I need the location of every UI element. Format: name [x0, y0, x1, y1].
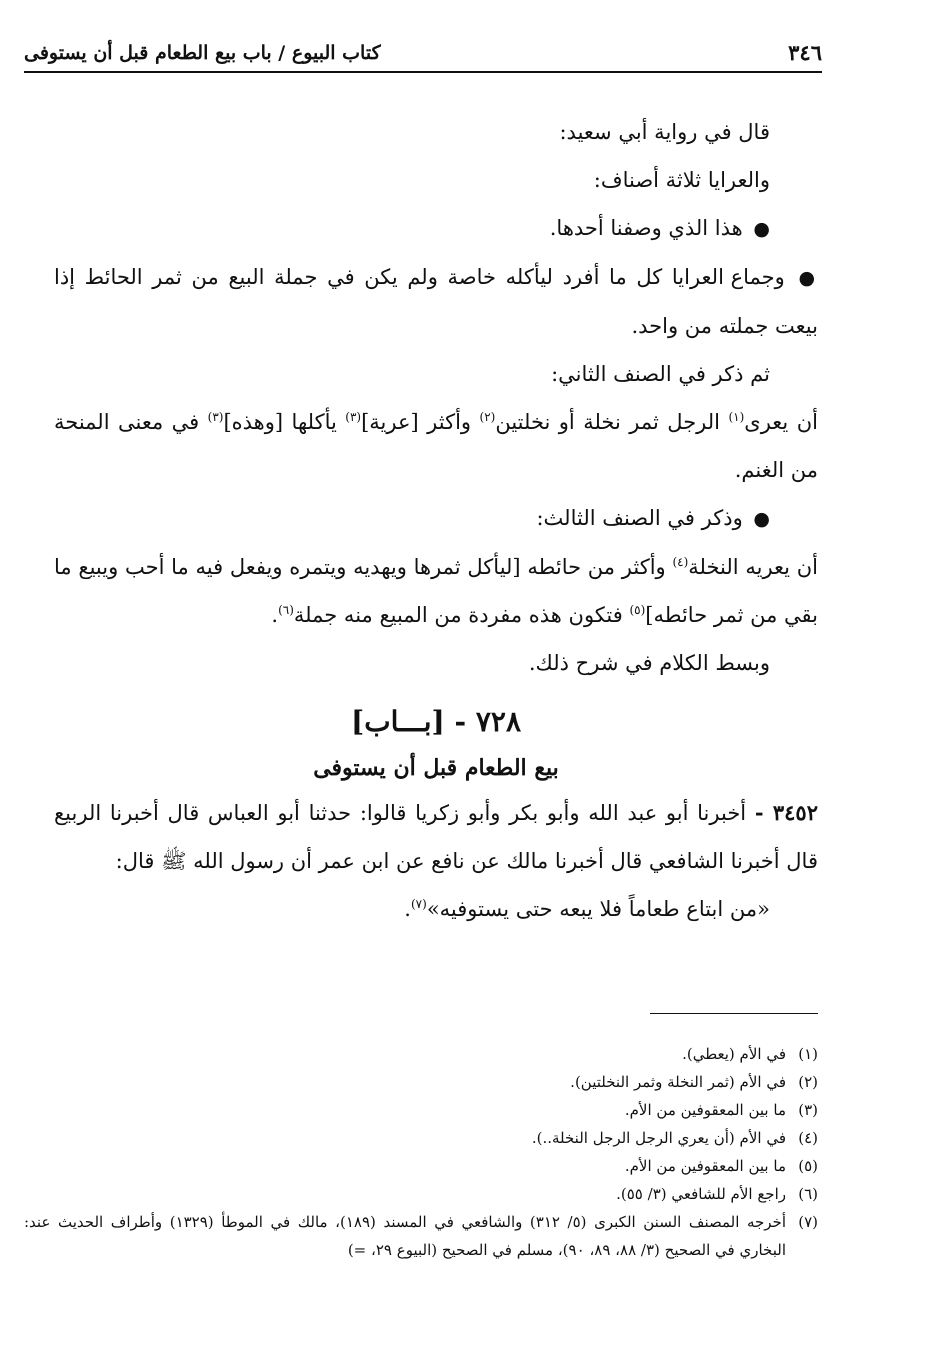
paragraph: قال في رواية أبي سعيد:	[559, 120, 770, 144]
page-header	[24, 38, 822, 73]
paragraph	[54, 543, 818, 639]
text-run: .	[271, 603, 279, 627]
footnote	[24, 1040, 818, 1068]
paragraph	[54, 494, 818, 543]
footnote-number: (٣)	[798, 1101, 818, 1119]
bullet-icon: ●	[753, 508, 770, 530]
bullet-icon: ●	[753, 218, 770, 240]
paragraph: والعرايا ثلاثة أصناف:	[593, 168, 770, 192]
text-run: أن يعرى	[744, 410, 818, 434]
footnote-text: راجع الأم للشافعي (٣/ ٥٥).	[616, 1185, 786, 1203]
text-run: وأكثر [عرية]	[361, 410, 480, 434]
footnote-number: (٧)	[798, 1213, 818, 1231]
running-title: كتاب البيوع / باب بيع الطعام قبل أن يستوفى	[24, 42, 381, 64]
footnote-ref: (٧)	[410, 897, 427, 911]
footnote-ref: (٦)	[278, 603, 294, 617]
footnote-ref: (٥)	[629, 603, 646, 617]
paragraph-text: وجماع العرايا كل ما أفرد ليأكله خاصة ولم يكن في جملة البيع من ثمر الحائط إذا بيعت جملته من واحد.	[54, 265, 818, 338]
footnote-ref: (٤)	[672, 555, 689, 569]
footnote	[24, 1152, 818, 1180]
footnote-text: ما بين المعقوفين من الأم.	[624, 1101, 786, 1119]
hadith-quote	[54, 885, 818, 933]
footnote-number: (٤)	[798, 1129, 818, 1147]
quote-text: «من ابتاع طعاماً فلا يبعه حتى يستوفيه»	[426, 897, 770, 921]
text-run: وأكثر من حائطه [ليأكل ثمرها ويهديه ويتمره ويفعل فيه ما أحب ويبيع ما بقي من ثمر حائطه]	[54, 555, 818, 627]
footnote-ref: (١)	[728, 410, 745, 424]
page-number: ٣٤٦	[788, 40, 822, 65]
chapter-heading: ٧٢٨ - [بـــاب]	[350, 705, 522, 738]
footnote-number: (٥)	[798, 1157, 818, 1175]
footnote	[24, 1208, 818, 1264]
footnote-text: في الأم (يعطي).	[682, 1045, 786, 1063]
main-text	[54, 108, 818, 933]
hadith-number: ٣٤٥٢ -	[754, 800, 818, 825]
paragraph: وبسط الكلام في شرح ذلك.	[528, 651, 770, 675]
text-run: في معنى المنحة من الغنم.	[54, 410, 818, 482]
footnote-number: (١)	[798, 1045, 818, 1063]
paragraph-text: هذا الذي وصفنا أحدها.	[549, 216, 743, 240]
footnote	[24, 1180, 818, 1208]
footnote-text: في الأم (ثمر النخلة وثمر النخلتين).	[570, 1073, 786, 1091]
footnote	[24, 1124, 818, 1152]
hadith-paragraph	[54, 789, 818, 885]
footnote-number: (٢)	[798, 1073, 818, 1091]
footnote-text: ما بين المعقوفين من الأم.	[624, 1157, 786, 1175]
footnote-text: أخرجه المصنف السنن الكبرى (٥/ ٣١٢) والشافعي في المسند (١٨٩)، مالك في الموطأ (١٣٢٩) وأطراف الحديث عند: البخاري في الصحيح (٣/ ٨٨، ٨٩، ٩٠)، مسلم في الصحيح (البيوع ٢٩، =)	[24, 1213, 787, 1259]
text-run: فتكون هذه مفردة من المبيع منه جملة	[293, 603, 630, 627]
footnote-ref: (٣)	[345, 410, 362, 424]
footnote-text: في الأم (أن يعري الرجل الرجل النخلة..).	[531, 1129, 786, 1147]
footnote-ref: (٣)	[207, 410, 224, 424]
text-run: أن يعريه النخلة	[688, 555, 819, 579]
paragraph	[54, 398, 818, 494]
footnote-number: (٦)	[798, 1185, 818, 1203]
text-run: .	[404, 897, 411, 921]
text-run: يأكلها [وهذه]	[223, 410, 346, 434]
footnote	[24, 1096, 818, 1124]
footnotes	[24, 1040, 818, 1264]
paragraph	[54, 253, 818, 350]
footnote-divider	[650, 1013, 818, 1014]
hadith-text: أخبرنا أبو عبد الله وأبو بكر وأبو زكريا قالوا: حدثنا أبو العباس قال أخبرنا الربيع قال أخبرنا الشافعي قال أخبرنا مالك عن نافع عن ابن عمر أن رسول الله ﷺ قال:	[54, 801, 818, 873]
paragraph: ثم ذكر في الصنف الثاني:	[551, 362, 770, 386]
paragraph	[54, 204, 818, 253]
paragraph-text: وذكر في الصنف الثالث:	[536, 506, 743, 530]
footnote	[24, 1068, 818, 1096]
text-run: الرجل ثمر نخلة أو نخلتين	[495, 410, 729, 434]
bullet-icon: ●	[798, 267, 818, 289]
footnote-ref: (٢)	[479, 410, 496, 424]
chapter-subtitle: بيع الطعام قبل أن يستوفى	[313, 755, 559, 781]
